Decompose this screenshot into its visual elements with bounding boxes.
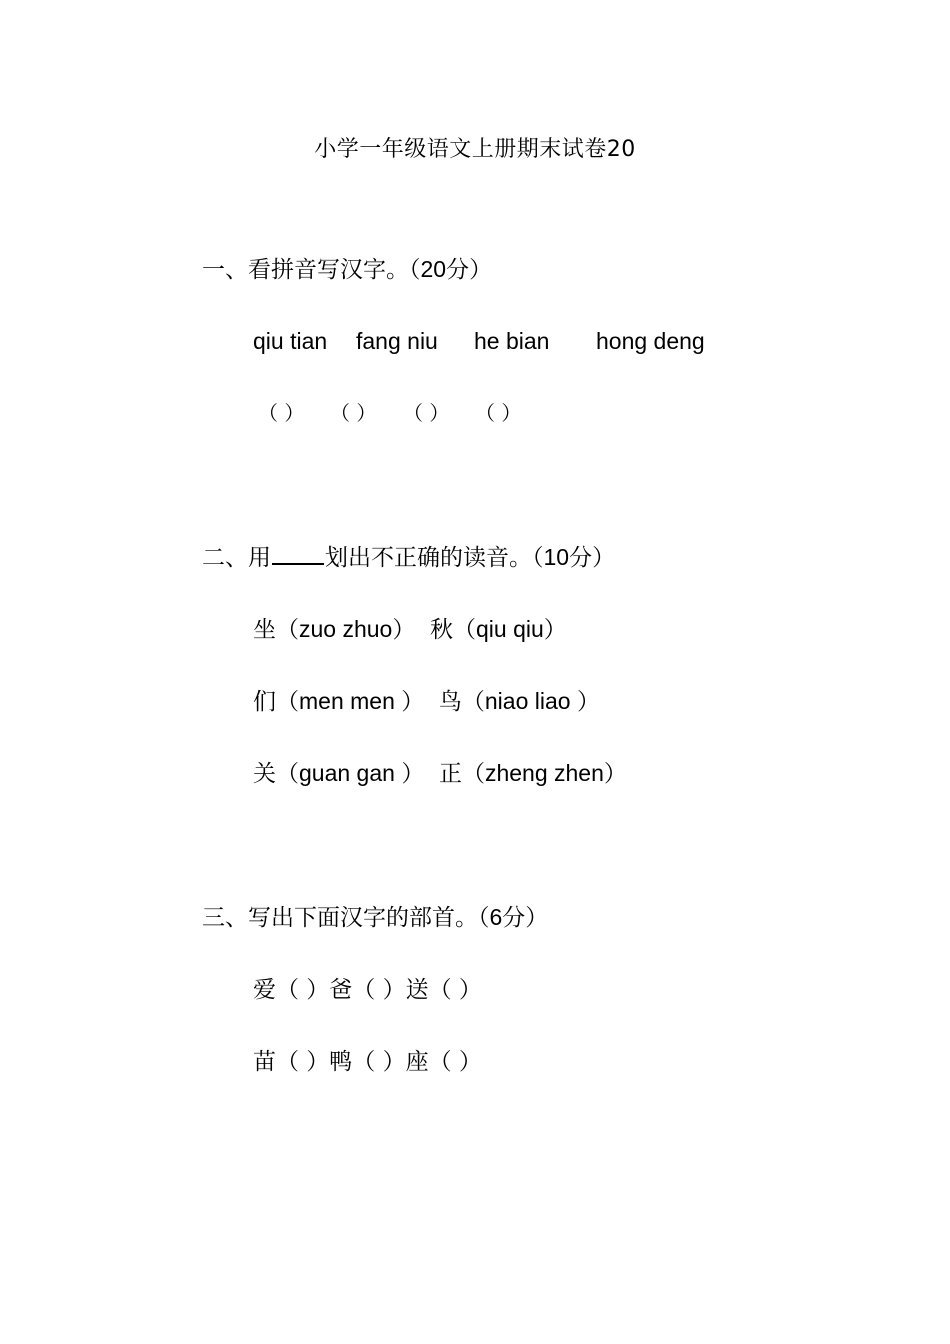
reading-pinyin: niao liao bbox=[484, 688, 577, 714]
pinyin-item: hong deng bbox=[596, 328, 705, 354]
section-3-heading-prefix: 三、写出下面汉字的部首。（ bbox=[202, 905, 490, 931]
reading-item bbox=[253, 617, 415, 643]
paren-open: （ bbox=[276, 761, 299, 787]
underline-mark bbox=[272, 541, 324, 565]
reading-char: 正 bbox=[438, 761, 462, 787]
section-1-heading-prefix: 一、看拼音写汉字。（ bbox=[202, 257, 421, 283]
reading-char: 关 bbox=[253, 761, 276, 787]
reading-row bbox=[253, 612, 567, 647]
answer-blank: （ ） bbox=[475, 401, 522, 425]
radical-row: 苗（ ）鸭（ ）座（ ） bbox=[253, 1049, 482, 1075]
section-2-heading-prefix: 二、用 bbox=[202, 545, 271, 571]
answer-blank: （ ） bbox=[330, 401, 377, 425]
paren-open: （ bbox=[461, 761, 485, 787]
reading-row bbox=[253, 684, 600, 719]
reading-row bbox=[253, 756, 627, 791]
reading-item bbox=[439, 761, 627, 787]
reading-char: 鸟 bbox=[438, 689, 462, 715]
reading-item bbox=[430, 617, 567, 643]
paren-close: ） bbox=[543, 617, 567, 643]
section-1-score: 20 bbox=[420, 256, 447, 282]
paren-close: ） bbox=[576, 689, 600, 715]
answer-blank: （ ） bbox=[258, 401, 305, 425]
radical-row: 爱（ ）爸（ ）送（ ） bbox=[253, 977, 482, 1003]
paren-close: ） bbox=[603, 761, 627, 787]
reading-pinyin: qiu qiu bbox=[475, 616, 544, 642]
reading-char: 秋 bbox=[429, 617, 453, 643]
section-2-heading bbox=[202, 540, 615, 575]
reading-char: 坐 bbox=[253, 617, 276, 643]
reading-char: 们 bbox=[253, 689, 276, 715]
paren-open: （ bbox=[461, 689, 485, 715]
page-title: 小学一年级语文上册期末试卷20 bbox=[314, 137, 636, 162]
section-3-heading-suffix: 分） bbox=[502, 905, 549, 931]
answer-blank: （ ） bbox=[403, 401, 450, 425]
reading-pinyin: guan gan bbox=[299, 760, 402, 786]
section-1-heading-suffix: 分） bbox=[446, 257, 493, 283]
paren-open: （ bbox=[276, 689, 299, 715]
paren-close: ） bbox=[401, 689, 425, 715]
pinyin-item: he bian bbox=[474, 328, 550, 354]
reading-item bbox=[253, 761, 424, 787]
section-1-heading bbox=[202, 252, 492, 287]
paren-close: ） bbox=[401, 761, 425, 787]
reading-item bbox=[439, 689, 600, 715]
reading-item bbox=[253, 689, 424, 715]
pinyin-item: qiu tian bbox=[253, 328, 328, 354]
section-2-score: 10 bbox=[543, 544, 570, 570]
paren-close: ） bbox=[392, 617, 416, 643]
section-2-heading-suffix: 划出不正确的读音。（ bbox=[325, 545, 544, 571]
section-3-score: 6 bbox=[489, 904, 503, 930]
paren-open: （ bbox=[276, 617, 299, 643]
section-3-heading bbox=[202, 900, 548, 935]
pinyin-item: fang niu bbox=[356, 328, 438, 354]
paren-open: （ bbox=[452, 617, 476, 643]
reading-pinyin: zheng zhen bbox=[484, 760, 604, 786]
reading-pinyin: men men bbox=[299, 688, 402, 714]
reading-pinyin: zuo zhuo bbox=[299, 616, 393, 642]
section-2-heading-end: 分） bbox=[569, 545, 616, 571]
